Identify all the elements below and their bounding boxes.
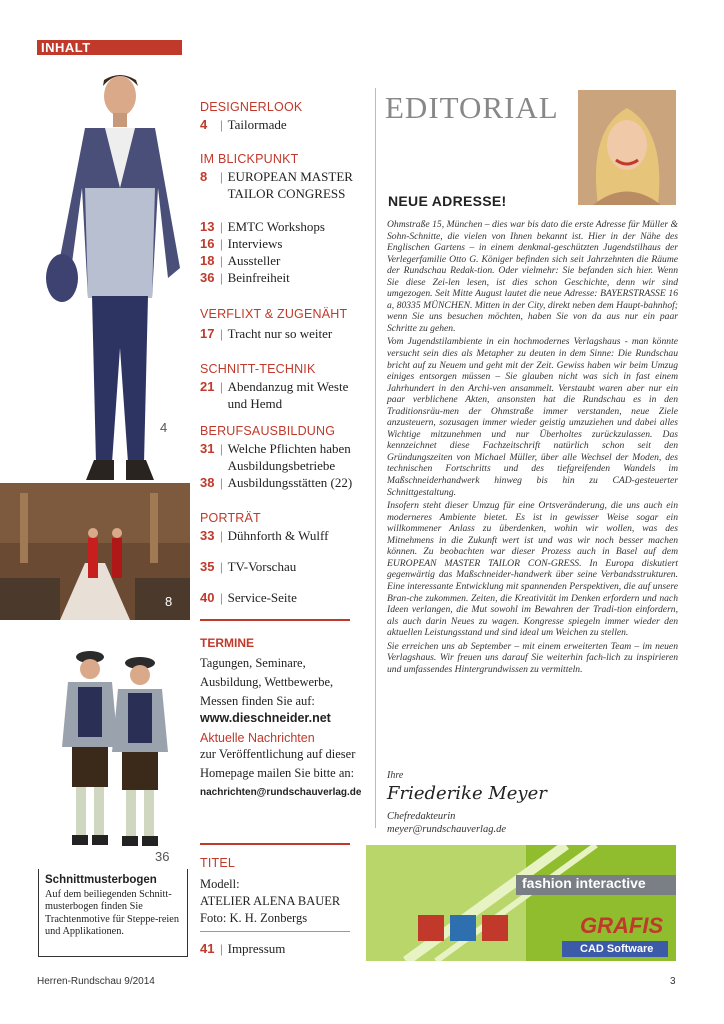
ad-tagline: fashion interactive xyxy=(522,875,646,891)
page-number: 38 xyxy=(200,475,215,490)
ad-subtitle: CAD Software xyxy=(580,943,654,955)
entry-title: Ausbildungsstätten (22) xyxy=(227,475,353,490)
editorial-headline: NEUE ADRESSE! xyxy=(388,193,507,209)
page-number: 31 xyxy=(200,441,215,456)
toc-entry[interactable]: 33 | Dühnforth & Wulff xyxy=(200,527,360,544)
caption-text: Auf dem beiliegenden Schnitt-musterbogen finden Sie Trachtenmotive für Steppe-reien und Applikationen. xyxy=(45,889,180,937)
section-title: BERUFSAUSBILDUNG xyxy=(200,424,336,438)
toc-entry[interactable]: 8 | EUROPEAN MASTER TAILOR CONGRESS xyxy=(200,168,360,202)
editor-signature: Friederike Meyer xyxy=(387,783,547,804)
editorial-paragraph: Sie erreichen uns ab September – mit einem erweiterten Team – im neuen Verlagshaus. Wir freuen uns darauf Sie weiterhin fach-lich zu inspirieren und umfassendes Hintergrundwissen zu vermitteln. xyxy=(387,640,678,675)
toc-section-verflixt xyxy=(200,307,360,342)
photo-page-number: 4 xyxy=(160,420,168,435)
ad-brand: GRAFIS xyxy=(580,913,664,938)
page-number: 18 xyxy=(200,253,215,268)
entry-title: EMTC Workshops xyxy=(227,219,325,234)
entry-title: Dühnforth & Wulff xyxy=(227,528,329,543)
titel-model-label: Modell: xyxy=(200,877,240,891)
page-number: 35 xyxy=(200,559,215,574)
news-text: zur Veröffentlichung auf dieser Homepage mailen Sie bitte an: xyxy=(200,747,356,780)
toc-section-designerlook xyxy=(200,100,360,133)
page-number: 13 xyxy=(200,219,215,234)
section-title: DESIGNERLOOK xyxy=(200,100,303,114)
entry-title: Aussteller xyxy=(227,253,281,268)
toc-entry[interactable]: 36 | Beinfreiheit xyxy=(200,269,360,286)
caption-title: Schnittmusterbogen xyxy=(45,874,157,886)
page-number: 41 xyxy=(200,941,215,956)
termine-heading: TERMINE xyxy=(200,636,254,650)
editorial-paragraph: Insofern steht dieser Umzug für eine Ortsveränderung, die uns auch ein moderneres Ambiente bietet. Es ist in gewisser Weise sogar ein willkommener Anlass zu überdenken, wohin wir wollen, was des Mitnehmens in die Zukunft wert ist und was wir noch besser machen können. Zu beobachten war dieser Prozess auch in Basel auf dem EUROPEAN MASTER TAILOR CON-GRESS. In Europa diskutiert gegenwärtig das Maßschneider-handwerk über seine Verbandsstrukturen. Eine interessante Entwicklung mit spannenden Perspektiven, die auf unsere Bran-che zukommen. Zeiten, die Kreativität im Denken erfordern und nach Ideen verlangen, die Mut sowohl im Bewahren der Tradi-tion einfordern, als auch darin Neues zu wagen. Kongresse spiegeln immer wieder den aktuellen Leistungsstand und sind ideal um Weichen zu stellen. xyxy=(387,500,678,639)
toc-entry-impressum[interactable]: 41 | Impressum xyxy=(200,940,360,957)
toc-entry[interactable]: 38 | Ausbildungsstätten (22) xyxy=(200,474,360,491)
termine-text: Tagungen, Seminare, Ausbildung, Wettbewerbe, Messen finden Sie auf: xyxy=(200,656,334,708)
editorial-paragraph: Ohmstraße 15, München – dies war bis dato die erste Adresse für Müller & Sohn-Schnitte, die vielen von Ihnen bekannt ist. Hier in der Nähe des Englischen Gartens – in einem denkmal-geschützten Jugendstilhaus der Verlegerfamilie Otto G. Königer befinden sich seit Jahrzehnten die Räume der Rundschau Redak-tion. Oder vielmehr: Sie befanden sich hier. Wenn Sie diese Zei-len lesen, ist dies schon Geschichte, denn wir sind umgezogen. Seit Mitte August lautet die neue Adresse: BAYERSTRASSE 16 a, 80335 MÜNCHEN. Mitten in der City, direkt neben dem Haupt-bahnhof; wenn Sie uns besuchen möchten, haben Sie von da aus nur ein paar Schritte zu gehen. xyxy=(387,219,678,334)
section-title: VERFLIXT & ZUGENÄHT xyxy=(200,307,348,321)
toc-entry[interactable]: 17 | Tracht nur so weiter xyxy=(200,325,360,342)
page-number: 36 xyxy=(200,270,215,285)
runway-photo xyxy=(0,483,190,620)
entry-title: Tracht nur so weiter xyxy=(227,326,333,341)
section-tab: INHALT xyxy=(37,40,182,55)
titel-foto: Foto: K. H. Zonbergs xyxy=(200,911,308,925)
editorial-signoff: Ihre xyxy=(387,770,404,781)
editorial-body xyxy=(387,219,678,677)
news-heading: Aktuelle Nachrichten xyxy=(200,731,315,745)
titel-heading: TITEL xyxy=(200,856,236,870)
page-number: 33 xyxy=(200,528,215,543)
section-title: PORTRÄT xyxy=(200,511,261,525)
tracht-page-number: 36 xyxy=(155,849,170,864)
news-email[interactable]: nachrichten@rundschauverlag.de xyxy=(200,787,362,798)
column-divider xyxy=(375,88,376,828)
entry-title: Service-Seite xyxy=(227,590,297,605)
toc-section-berufsausbildung xyxy=(200,424,360,491)
grafis-advertisement[interactable] xyxy=(366,845,676,961)
entry-title: TV-Vorschau xyxy=(227,559,297,574)
termine-url[interactable]: www.dieschneider.net xyxy=(200,711,331,725)
entry-title: Abendanzug mit Weste und Hemd xyxy=(227,379,349,411)
page-number: 17 xyxy=(200,326,215,341)
divider xyxy=(200,619,350,621)
entry-title: Welche Pflichten haben Ausbildungsbetriebe xyxy=(227,441,351,473)
entry-title: EUROPEAN MASTER TAILOR CONGRESS xyxy=(227,169,353,201)
toc-entry[interactable]: 21 | Abendanzug mit Weste und Hemd xyxy=(200,378,360,412)
page-number: 8 xyxy=(200,169,208,184)
editor-portrait xyxy=(578,90,676,205)
page-number: 21 xyxy=(200,379,215,394)
tracht-photo xyxy=(38,637,188,869)
editor-role-box xyxy=(387,810,506,836)
toc-section-blickpunkt xyxy=(200,152,360,286)
toc-section-schnitt-technik xyxy=(200,362,360,412)
toc-section-portraet xyxy=(200,511,360,606)
toc-entry[interactable]: 18 | Aussteller xyxy=(200,252,360,269)
page-number: 40 xyxy=(200,590,215,605)
toc-entry[interactable]: 4 | Tailormade xyxy=(200,116,360,133)
footer-page-number: 3 xyxy=(670,976,676,987)
toc-entry[interactable]: 13 | EMTC Workshops xyxy=(200,218,360,235)
titel-box xyxy=(200,856,360,927)
divider xyxy=(200,931,350,932)
editorial-paragraph: Vom Jugendstilambiente in ein hochmodernes Verlagshaus - man könnte versucht sein dies als Metapher zu deuten in dem Sinne: Die Rundschau bricht auf zu Neuem und geht mit der Zeit. Gewiss haben wir beim Umzug einiges entsorgen müssen – Sie glauben nicht was sich in fast einem Jahrhundert in den Archi-ven ansammelt. Verstaubt waren aber nur ein paar verblichene Akten, ansonsten hat die Rundschau es in den Traditionsräu-men der Ohmstraße immer verstanden, neue Ziele anzusteuern, sozusagen immer wieder geistig umzuziehen und dabei alles Wichtige mitzunehmen und nur Überholtes zurückzulassen. Das kennzeichnet diese Fachzeitschrift natürlich schon seit den Gründungszeiten von Michael Müller, über alle Wechsel der Moden, des technischen Fortschritts und des tiefgreifenden Wandels im Maßschneiderhandwerk hinweg bis hin zu CAD-gesteuerter Schnittgestaltung. xyxy=(387,336,678,498)
titel-atelier: ATELIER ALENA BAUER xyxy=(200,894,341,908)
toc-entry[interactable]: 35 | TV-Vorschau xyxy=(200,558,360,575)
runway-page-number: 8 xyxy=(165,594,173,609)
termine-box xyxy=(200,636,360,798)
editor-email[interactable]: meyer@rundschauverlag.de xyxy=(387,824,507,835)
entry-title: Impressum xyxy=(227,941,286,956)
editor-role: Chefredakteurin xyxy=(387,811,456,822)
page-number: 4 xyxy=(200,117,208,132)
entry-title: Tailormade xyxy=(227,117,287,132)
toc-entry[interactable]: 40 | Service-Seite xyxy=(200,589,360,606)
toc-entry[interactable]: 16 | Interviews xyxy=(200,235,360,252)
section-title: IM BLICKPUNKT xyxy=(200,152,299,166)
entry-title: Beinfreiheit xyxy=(227,270,290,285)
toc-entry[interactable]: 31 | Welche Pflichten haben Ausbildungsbetriebe xyxy=(200,440,360,474)
page-number: 16 xyxy=(200,236,215,251)
footer-issue: Herren-Rundschau 9/2014 xyxy=(37,976,155,987)
editorial-title: EDITORIAL xyxy=(385,90,559,125)
designer-look-photo xyxy=(40,68,190,498)
divider xyxy=(200,843,350,845)
section-title: SCHNITT-TECHNIK xyxy=(200,362,316,376)
entry-title: Interviews xyxy=(227,236,283,251)
